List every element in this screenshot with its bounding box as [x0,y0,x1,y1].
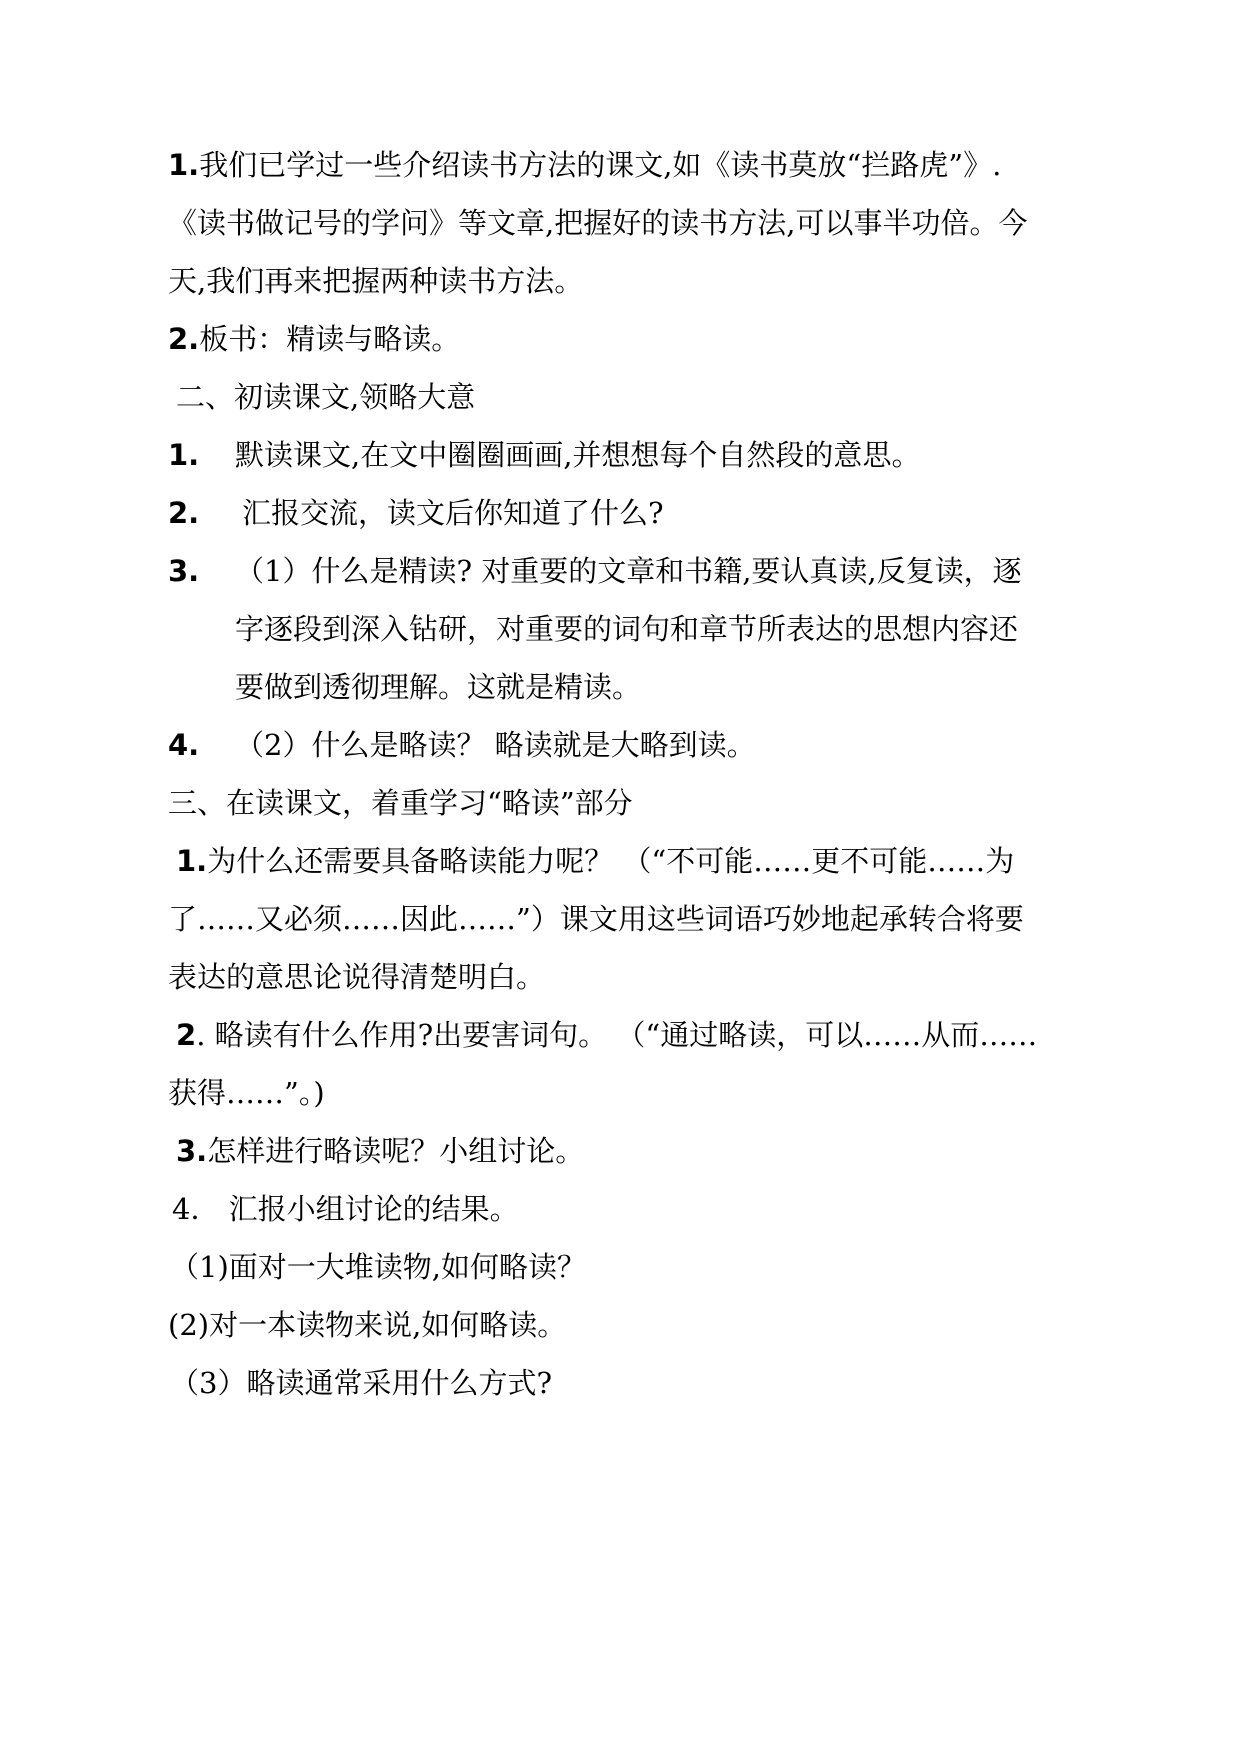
section-2-heading: 二、初读课文,领略大意 [176,380,476,414]
section-3-q3 [176,1131,584,1171]
section-3-q1-line-2: 了……又必须……因此……”）课文用这些词语巧妙地起承转合将要 [168,902,1024,936]
intro-item-2-number: 2. [168,322,200,356]
section-3-q1-line-3: 表达的意思论说得清楚明白。 [168,960,546,994]
intro-line-3: 天,我们再来把握两种读书方法。 [168,264,584,298]
intro-item-1-number: 1. [168,148,200,182]
section-3-sub-1: （1)面对一大堆读物,如何略读？ [170,1250,586,1284]
item-text: 汇报交流，读文后你知道了什么? [242,496,664,530]
section-3-q2-line-2: 获得……”。) [168,1076,325,1110]
intro-line-1 [168,145,1001,185]
section-3-q4: 4． 汇报小组讨论的结果。 [172,1192,519,1226]
intro-line-2: 《读书做记号的学问》等文章,把握好的读书方法,可以事半功倍。今 [168,206,1028,240]
item-text: 默读课文,在文中圈圈画画,并想想每个自然段的意思。 [235,438,921,472]
q2-text: . 略读有什么作用?出要害词句。 （“通过略读，可以……从而…… [196,1018,1038,1052]
intro-item-2 [168,319,460,359]
q3-text: 怎样进行略读呢？小组讨论。 [207,1134,585,1168]
q2-number: 2 [176,1018,197,1052]
section-3-q1-line-1 [176,841,1014,881]
item-number: 2. [168,496,200,530]
q1-number: 1. [176,844,208,878]
item-number: 1. [168,438,200,472]
item-number: 3. [168,554,200,588]
q1-text: 为什么还需要具备略读能力呢？ （“不可能……更不可能……为 [207,844,1015,878]
intro-item-1-text: 我们已学过一些介绍读书方法的课文,如《读书莫放“拦路虎”》. [199,148,1002,182]
section-3-sub-2: (2)对一本读物来说,如何略读。 [168,1308,567,1342]
section-2-item-3-cont-2: 要做到透彻理解。这就是精读。 [235,670,642,704]
item-number: 4. [168,728,200,762]
q3-number: 3. [176,1134,208,1168]
item-text: （1）什么是精读? 对重要的文章和书籍,要认真读,反复读，逐 [235,554,1022,588]
section-3-heading: 三、在读课文，着重学习“略读”部分 [168,786,633,820]
section-2-item-3-cont-1: 字逐段到深入钻研，对重要的词句和章节所表达的思想内容还 [235,612,1019,646]
item-text: （2）什么是略读？ 略读就是大略到读。 [235,728,756,762]
intro-item-2-text: 板书：精读与略读。 [199,322,461,356]
section-3-sub-3: （3）略读通常采用什么方式? [170,1366,552,1400]
section-3-q2-line-1 [176,1015,1037,1055]
